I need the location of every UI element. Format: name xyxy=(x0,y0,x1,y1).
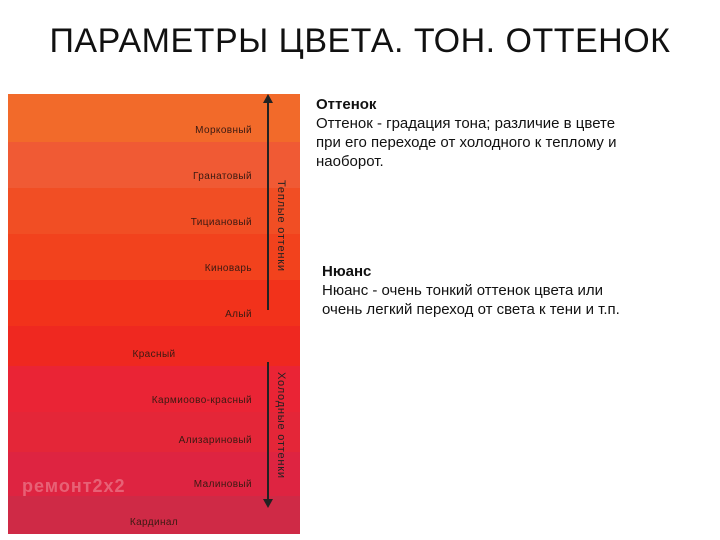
arrow-shaft xyxy=(267,102,269,310)
hue-text-line: при его переходе от холодного к теплому и xyxy=(316,134,617,151)
swatch-label: Малиновый xyxy=(193,479,252,490)
swatch-alizarinovyi xyxy=(8,412,300,452)
swatch-krasnyi xyxy=(8,326,300,366)
slide-title: ПАРАМЕТРЫ ЦВЕТА. ТОН. ОТТЕНОК xyxy=(49,22,671,60)
swatch-label: Тициановый xyxy=(190,217,252,228)
swatch-label: Алый xyxy=(225,309,252,320)
swatch-granatovyi xyxy=(8,142,300,188)
swatch-label: Кардинал xyxy=(129,517,179,528)
swatch-titsianovyi xyxy=(8,188,300,234)
cold-range-arrow xyxy=(262,362,274,508)
nuance-text-line: Нюанс - очень тонкий оттенок цвета или xyxy=(322,282,604,299)
swatch-label: Киноварь xyxy=(204,263,252,274)
cold-tones-label: Холодные оттенки xyxy=(275,372,287,479)
nuance-text-line: очень легкий переход от света к тени и т.п. xyxy=(322,301,620,318)
warm-tones-label: Теплые оттенки xyxy=(275,180,287,272)
swatch-karminovo-krasnyi xyxy=(8,366,300,412)
swatch-label: Морковный xyxy=(195,125,252,136)
swatch-alyi xyxy=(8,280,300,326)
swatch-morkovnyi xyxy=(8,94,300,142)
hue-text-line: наоборот. xyxy=(316,153,384,170)
swatch-kardinal xyxy=(8,496,300,534)
warm-range-arrow xyxy=(262,94,274,310)
swatch-label: Ализариновый xyxy=(178,435,252,446)
hue-definition xyxy=(316,95,616,171)
swatch-label: Кармиоово-красный xyxy=(151,395,252,406)
swatch-kinovar xyxy=(8,234,300,280)
nuance-definition xyxy=(322,262,620,319)
arrow-down-icon xyxy=(263,499,273,508)
swatch-label: Гранатовый xyxy=(193,171,252,182)
nuance-heading: Нюанс xyxy=(322,263,372,280)
hue-heading: Оттенок xyxy=(316,96,377,113)
hue-text-line: Оттенок - градация тона; различие в цвете xyxy=(316,115,616,132)
swatch-label: Красный xyxy=(132,349,176,360)
arrow-shaft xyxy=(267,362,269,500)
color-swatch-panel xyxy=(8,94,300,534)
watermark-logo: ремонт2x2 xyxy=(22,476,126,496)
